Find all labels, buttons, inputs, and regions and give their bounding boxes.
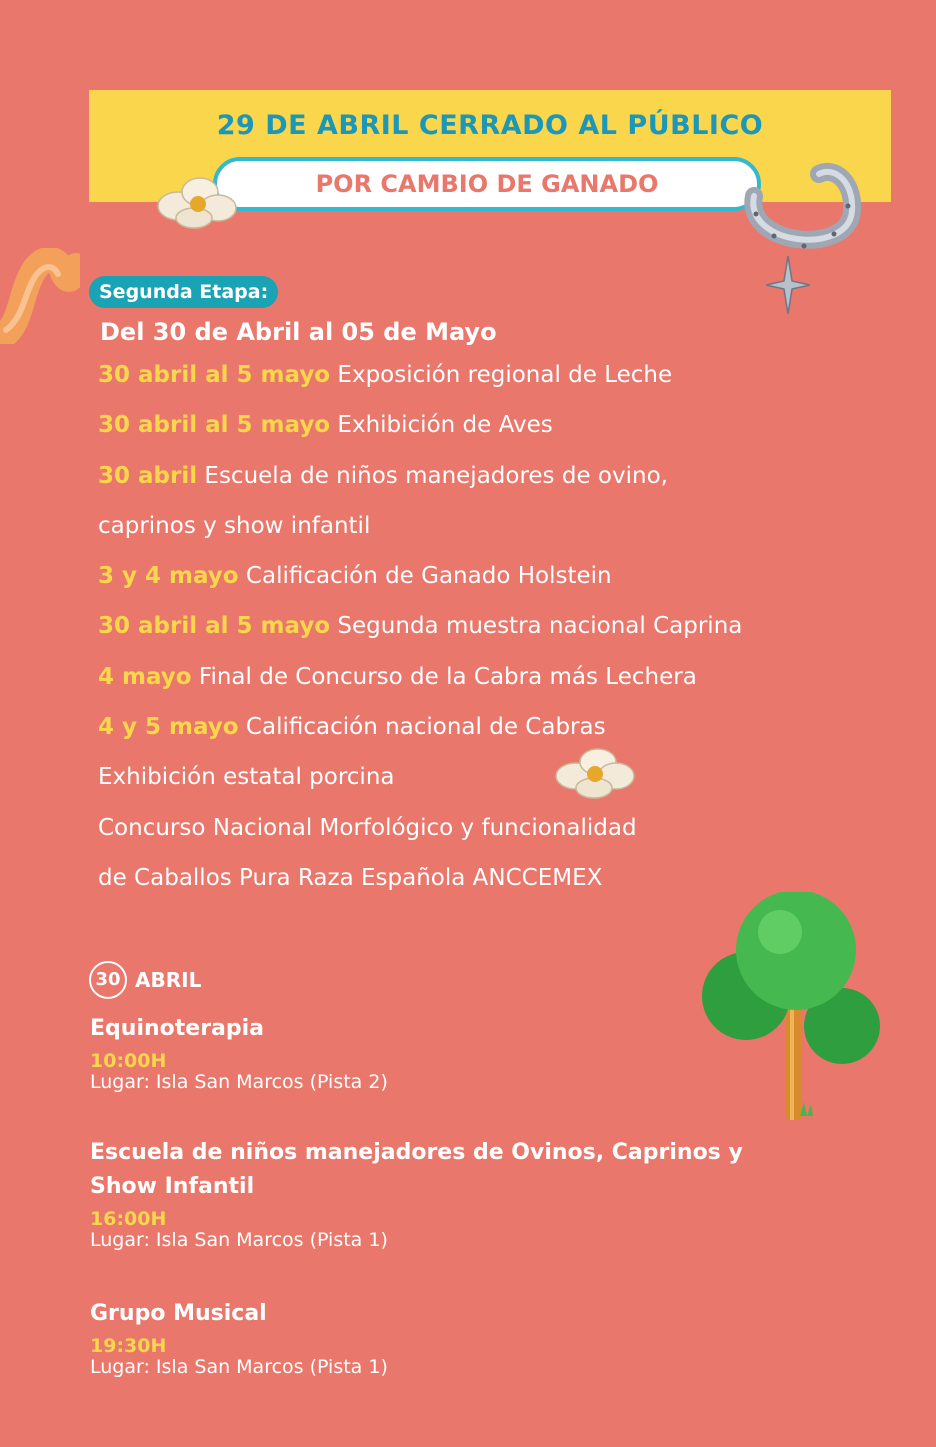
event-item: [90, 1012, 830, 1092]
schedule-date: 30 abril: [98, 462, 198, 489]
schedule-text: caprinos y show infantil: [98, 512, 371, 539]
list-item: [98, 350, 898, 400]
banner-subtitle: POR CAMBIO DE GANADO: [213, 157, 761, 211]
day-header: [89, 958, 201, 1002]
schedule-date: 3 y 4 mayo: [98, 563, 239, 590]
event-time: 10:00H: [90, 1050, 167, 1072]
schedule-text: Calificación de Ganado Holstein: [238, 563, 612, 590]
event-title: Equinoterapia: [90, 1016, 265, 1041]
list-item: [98, 501, 898, 551]
day-month: ABRIL: [135, 968, 202, 992]
day-number: 30: [89, 961, 127, 999]
event-time: 19:30H: [90, 1335, 167, 1357]
list-item: [98, 652, 898, 702]
event-place: Lugar: Isla San Marcos (Pista 1): [90, 1229, 388, 1251]
flower-icon: [156, 174, 240, 230]
stage-label: Segunda Etapa:: [89, 276, 278, 308]
schedule-date: 30 abril al 5 mayo: [98, 412, 331, 439]
schedule-text: Concurso Nacional Morfológico y funcionalidad: [98, 814, 637, 841]
schedule-list: [98, 350, 898, 903]
schedule-text: Exhibición estatal porcina: [98, 764, 395, 791]
list-item: [98, 400, 898, 450]
schedule-text: Final de Concurso de la Cabra más Lechera: [191, 663, 697, 690]
tree-icon: [700, 892, 884, 1128]
schedule-text: Escuela de niños manejadores de ovino,: [197, 462, 668, 489]
event-item: [90, 1297, 830, 1377]
list-item: [98, 752, 898, 802]
flower-icon: [554, 746, 638, 802]
schedule-date: 4 mayo: [98, 663, 192, 690]
event-time: 16:00H: [90, 1208, 167, 1230]
schedule-text: Exhibición de Aves: [330, 412, 553, 439]
stage-date-range: Del 30 de Abril al 05 de Mayo: [100, 318, 497, 346]
horseshoe-icon: [734, 156, 864, 266]
event-item: [90, 1136, 810, 1250]
schedule-text: de Caballos Pura Raza Española ANCCEMEX: [98, 864, 603, 891]
banner-title: 29 DE ABRIL CERRADO AL PÚBLICO: [216, 110, 764, 141]
wave-shape-icon: [0, 248, 80, 344]
event-place: Lugar: Isla San Marcos (Pista 2): [90, 1071, 388, 1093]
schedule-date: 30 abril al 5 mayo: [98, 362, 331, 388]
schedule-text: Exposición regional de Leche: [330, 362, 673, 388]
schedule-date: 4 y 5 mayo: [98, 714, 239, 741]
schedule-date: 30 abril al 5 mayo: [98, 613, 331, 640]
schedule-text: Calificación nacional de Cabras: [238, 714, 606, 741]
event-place: Lugar: Isla San Marcos (Pista 1): [90, 1356, 388, 1378]
list-item: [98, 451, 898, 501]
schedule-text: Segunda muestra nacional Caprina: [330, 613, 743, 640]
list-item: [98, 551, 898, 601]
event-title: Grupo Musical: [90, 1301, 267, 1326]
list-item: [98, 803, 898, 853]
event-title: Escuela de niños manejadores de Ovinos, Caprinos y Show Infantil: [90, 1140, 743, 1199]
list-item: [98, 702, 898, 752]
list-item: [98, 601, 898, 651]
sparkle-icon: [766, 256, 810, 314]
